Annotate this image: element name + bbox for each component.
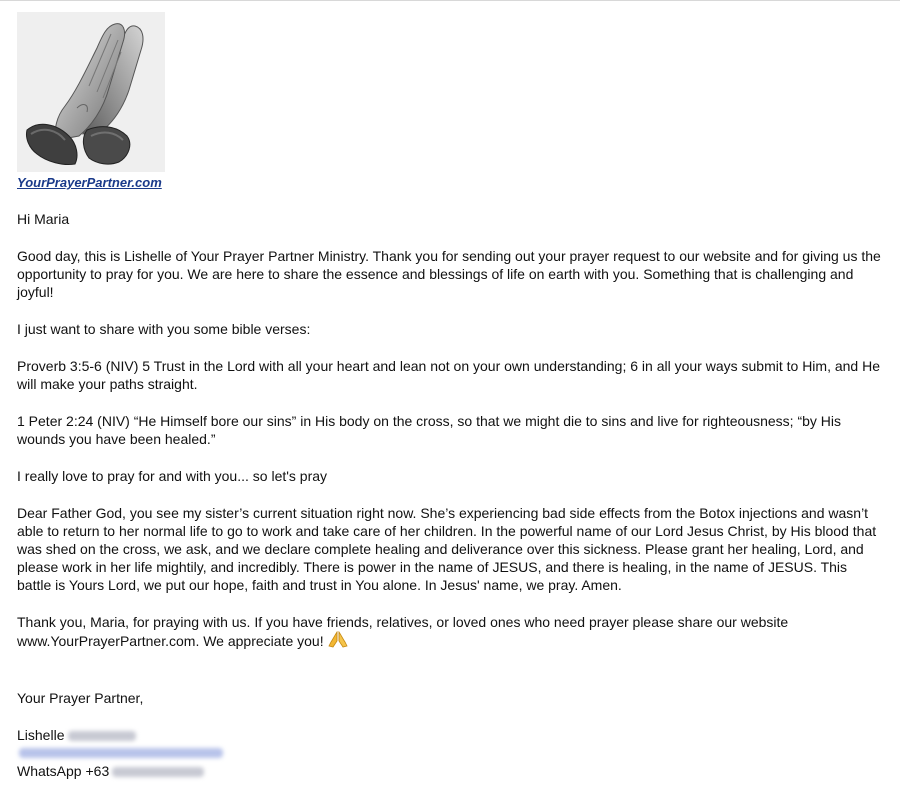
pray-invite-paragraph: I really love to pray for and with you... so let's pray bbox=[17, 468, 328, 484]
proverb-verse-paragraph: Proverb 3:5-6 (NIV) 5 Trust in the Lord with all your heart and lean not on your own understanding; 6 in all your ways submit to Him, and He will make your paths straight. bbox=[17, 358, 880, 392]
redacted-email-link bbox=[19, 748, 223, 758]
top-divider bbox=[0, 0, 900, 1]
thanks-line-1: Thank you, Maria, for praying with us. If you have friends, relatives, or loved ones who need prayer please share our website bbox=[17, 614, 789, 630]
praying-hands-icon bbox=[17, 12, 165, 172]
prayer-paragraph: Dear Father God, you see my sister’s current situation right now. She’s experiencing bad side effects from the Botox injections and wasn’t able to return to her normal life to go to work and take care of her children. In the powerful name of our Lord Jesus Christ, by His blood that was shed on the cross, we ask, and we declare complete healing and deliverance over this sickness. Please grant her healing, Lord, and please work in her life mightily, and incredibly. There is power in the name of JESUS, and there is healing, in the name of JESUS. This battle is Yours Lord, we put our hope, faith and trust in You alone. In Jesus' name, we pray. Amen. bbox=[17, 505, 877, 593]
whatsapp-prefix: WhatsApp +63 bbox=[17, 763, 110, 779]
thanks-paragraph bbox=[17, 613, 885, 653]
thanks-line-2: www.YourPrayerPartner.com. We appreciate you! bbox=[17, 633, 324, 649]
site-link[interactable]: YourPrayerPartner.com bbox=[17, 175, 162, 190]
redacted-surname bbox=[68, 731, 136, 741]
greeting-text: Hi Maria bbox=[17, 211, 70, 227]
redacted-phone-number bbox=[112, 767, 204, 777]
verses-intro-paragraph: I just want to share with you some bible verses: bbox=[17, 321, 311, 337]
signature-line bbox=[17, 726, 885, 744]
signature-name: Lishelle bbox=[17, 727, 65, 743]
logo-image bbox=[17, 12, 165, 172]
email-body bbox=[17, 12, 885, 780]
whatsapp-line bbox=[17, 762, 885, 780]
folded-hands-icon bbox=[328, 631, 348, 653]
intro-paragraph: Good day, this is Lishelle of Your Prayer Partner Ministry. Thank you for sending out your prayer request to our website and for giving us the opportunity to pray for you. We are here to share the essence and blessings of life on earth with you. Something that is challenging and joyful! bbox=[17, 248, 881, 300]
peter-verse-paragraph: 1 Peter 2:24 (NIV) “He Himself bore our sins” in His body on the cross, so that we might die to sins and live for righteousness; “by His wounds you have been healed.” bbox=[17, 413, 842, 447]
closing-text: Your Prayer Partner, bbox=[17, 690, 144, 706]
